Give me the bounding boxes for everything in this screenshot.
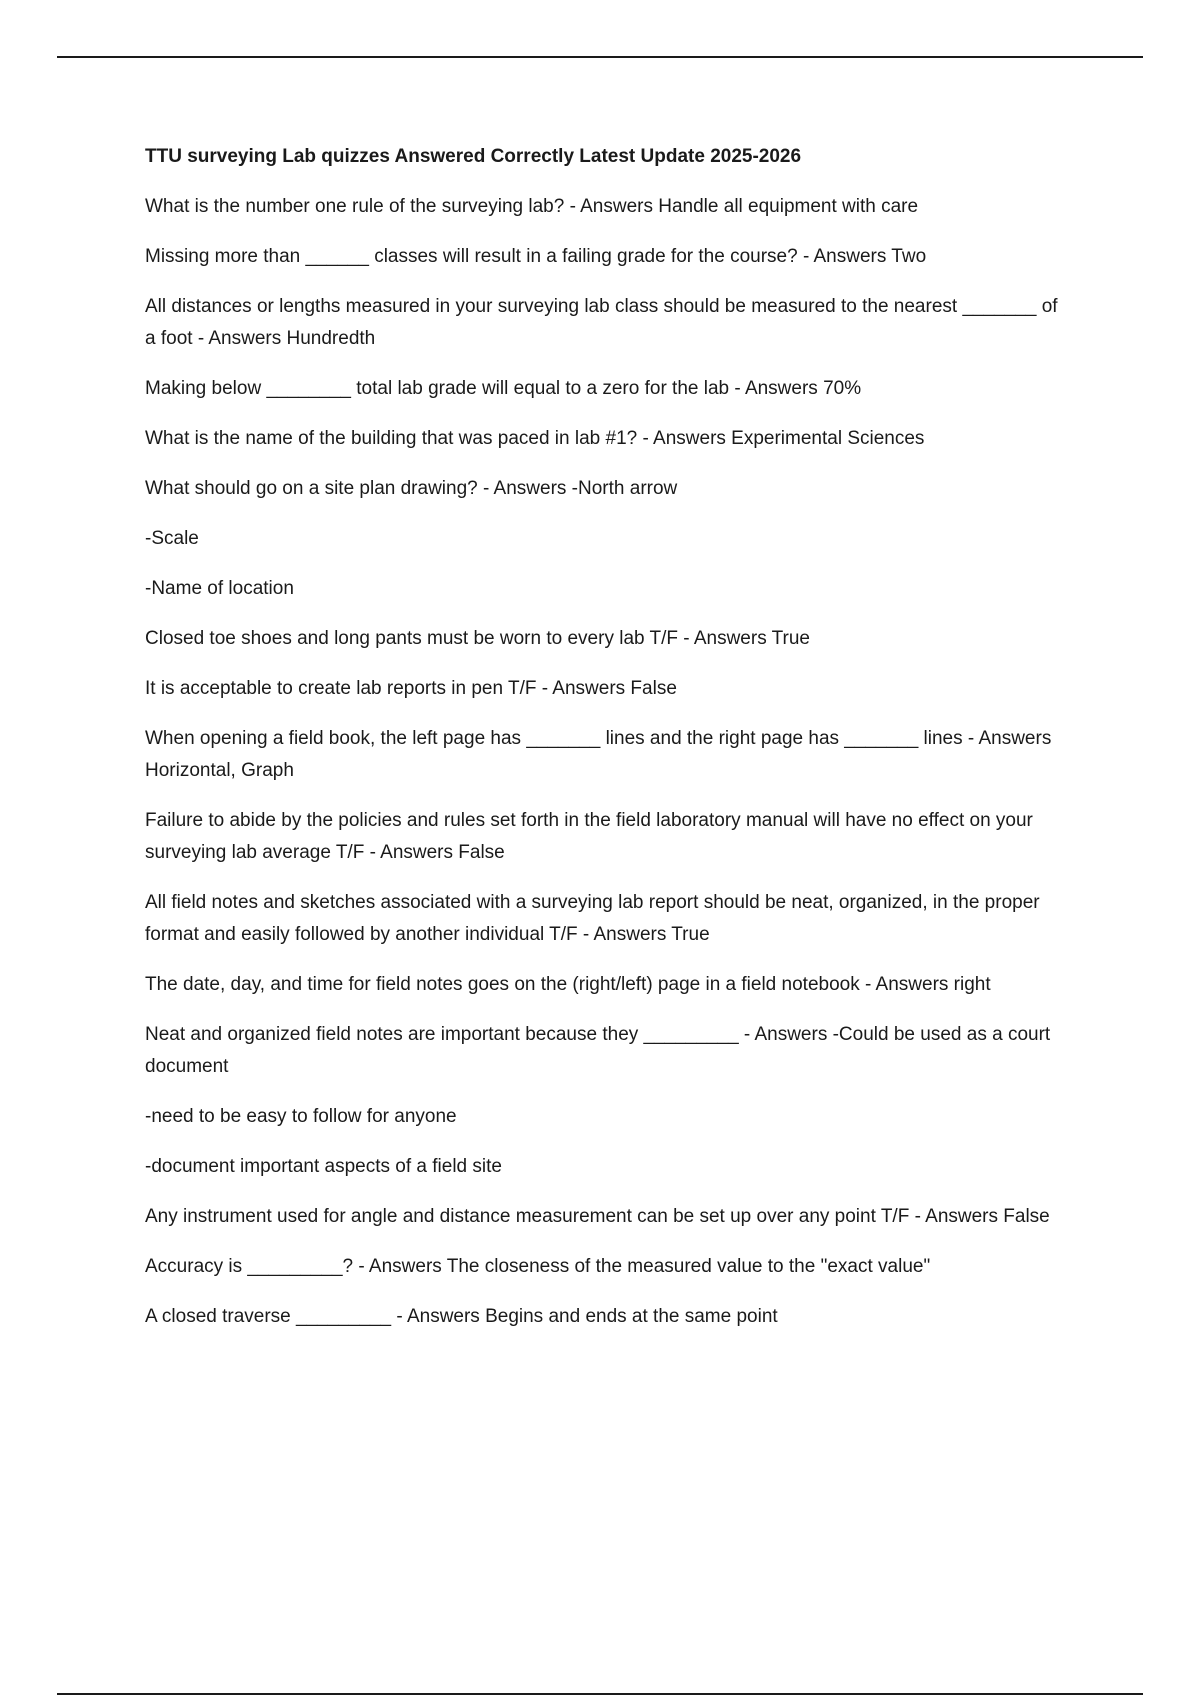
qa-item-4: Making below ________ total lab grade will equal to a zero for the lab - Answers 70%	[145, 378, 862, 399]
qa-item-7: Closed toe shoes and long pants must be worn to every lab T/F - Answers True	[145, 628, 810, 649]
qa-item-13: Neat and organized field notes are important because they _________ - Answers -Could be used as a court document	[145, 1024, 1051, 1077]
qa-item-6: What should go on a site plan drawing? - Answers -North arrow	[145, 478, 678, 499]
qa-item-13-bullet-2: -document important aspects of a field site	[145, 1156, 502, 1177]
bottom-divider	[57, 1693, 1143, 1695]
qa-item-6-bullet-2: -Name of location	[145, 578, 294, 599]
document-title: TTU surveying Lab quizzes Answered Correctly Latest Update 2025-2026	[145, 146, 802, 167]
qa-item-12: The date, day, and time for field notes goes on the (right/left) page in a field notebook - Answers right	[145, 974, 991, 995]
qa-item-1: What is the number one rule of the surveying lab? - Answers Handle all equipment with care	[145, 196, 919, 217]
qa-item-6-bullet-1: -Scale	[145, 528, 199, 549]
qa-item-11: All field notes and sketches associated with a surveying lab report should be neat, organized, in the proper format and easily followed by another individual T/F - Answers True	[145, 892, 1040, 945]
qa-item-9: When opening a field book, the left page has _______ lines and the right page has _______ lines - Answers Horizontal, Graph	[145, 728, 1052, 781]
qa-item-10: Failure to abide by the policies and rules set forth in the field laboratory manual will have no effect on your surveying lab average T/F - Answers False	[145, 810, 1033, 863]
qa-item-2: Missing more than ______ classes will result in a failing grade for the course? - Answers Two	[145, 246, 927, 267]
qa-item-3: All distances or lengths measured in your surveying lab class should be measured to the nearest _______ of a foot - Answers Hundredth	[145, 296, 1058, 349]
qa-item-8: It is acceptable to create lab reports in pen T/F - Answers False	[145, 678, 677, 699]
qa-item-5: What is the name of the building that was paced in lab #1? - Answers Experimental Sciences	[145, 428, 925, 449]
qa-item-14: Any instrument used for angle and distance measurement can be set up over any point T/F - Answers False	[145, 1206, 1050, 1227]
qa-item-15: Accuracy is _________? - Answers The closeness of the measured value to the "exact value"	[145, 1256, 931, 1277]
qa-item-16: A closed traverse _________ - Answers Begins and ends at the same point	[145, 1306, 778, 1327]
document-body	[145, 141, 1070, 1351]
qa-item-13-bullet-1: -need to be easy to follow for anyone	[145, 1106, 457, 1127]
top-divider	[57, 56, 1143, 58]
